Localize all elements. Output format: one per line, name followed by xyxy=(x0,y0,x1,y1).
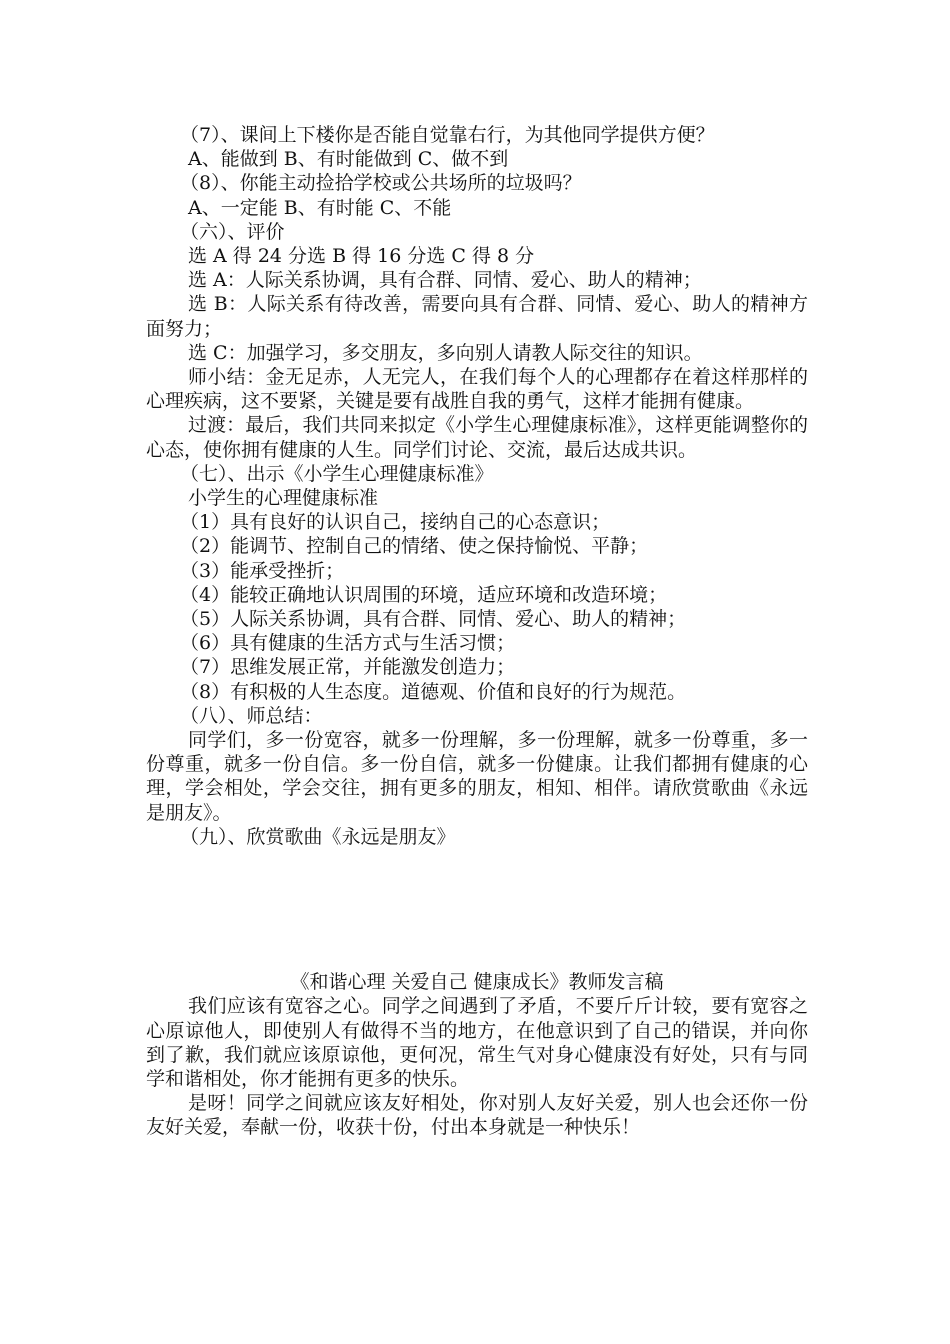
standard-item: （1）具有良好的认识自己，接纳自己的心态意识； xyxy=(180,511,611,534)
speech-paragraph-1: 我们应该有宽容之心。同学之间遇到了矛盾，不要斤斤计较，要有宽容之心原谅他人，即使别人有做得不当的地方，在他意识到了自己的错误，并向你到了歉，我们就应该原谅他，更何况，常生气对身心健康没有好处，只有与同学和谐相处，你才能拥有更多的快乐。 xyxy=(146,995,808,1090)
question-7-options: A、能做到 B、有时能做到 C、做不到 xyxy=(188,148,509,171)
question-7: （7）、课间上下楼你是否能自觉靠右行，为其他同学提供方便？ xyxy=(180,124,715,146)
standards-heading: （七）、出示《小学生心理健康标准》 xyxy=(180,462,494,485)
transition-paragraph: 过渡：最后，我们共同来拟定《小学生心理健康标准》，这样更能调整你的心态，使你拥有健康的人生。同学们讨论、交流，最后达成共识。 xyxy=(146,414,808,461)
standard-item: （2）能调节、控制自己的情绪、使之保持愉悦、平静； xyxy=(180,535,649,558)
question-8-options: A、一定能 B、有时能 C、不能 xyxy=(188,196,452,219)
standard-item: （6）具有健康的生活方式与生活习惯； xyxy=(180,632,516,655)
standard-item: （5）人际关系协调，具有合群、同情、爱心、助人的精神； xyxy=(180,608,687,631)
teacher-summary: 师小结：金无足赤，人无完人，在我们每个人的心理都存在着这样那样的心理疾病，这不要紧，关键是要有战胜自我的勇气，这样才能拥有健康。 xyxy=(146,366,808,413)
speech-title: 《和谐心理 关爱自己 健康成长》教师发言稿 xyxy=(290,971,664,994)
standard-item: （8）有积极的人生态度。道德观、价值和良好的行为规范。 xyxy=(180,680,687,703)
speech-paragraph-2: 是呀！同学之间就应该友好相处，你对别人友好关爱，别人也会还你一份友好关爱，奉献一份，收获十份，付出本身就是一种快乐！ xyxy=(146,1092,808,1139)
document-page xyxy=(146,123,808,1140)
question-8: （8）、你能主动捡拾学校或公共场所的垃圾吗？ xyxy=(180,172,582,195)
standard-item: （3）能承受挫折； xyxy=(180,559,345,582)
result-c: 选 C：加强学习，多交朋友，多向别人请教人际交往的知识。 xyxy=(188,341,703,364)
conclusion-heading: （八）、师总结： xyxy=(180,704,323,727)
result-b: 选 B：人际关系有待改善，需要向具有合群、同情、爱心、助人的精神方面努力； xyxy=(146,293,808,340)
section-spacer xyxy=(146,849,808,970)
standard-item: （4）能较正确地认识周围的环境，适应环境和改造环境； xyxy=(180,583,668,606)
evaluation-heading: （六）、评价 xyxy=(180,220,285,243)
conclusion-paragraph: 同学们，多一份宽容，就多一份理解，多一份理解，就多一份尊重，多一份尊重，就多一份自信。多一份自信，就多一份健康。让我们都拥有健康的心理，学会相处，学会交往，拥有更多的朋友，相知、相伴。请欣赏歌曲《永远是朋友》。 xyxy=(146,729,808,824)
standard-item: （7）思维发展正常，并能激发创造力； xyxy=(180,656,516,679)
standards-title: 小学生的心理健康标准 xyxy=(188,487,379,510)
scoring-rule: 选 A 得 24 分选 B 得 16 分选 C 得 8 分 xyxy=(188,245,535,268)
song-heading: （九）、欣赏歌曲《永远是朋友》 xyxy=(180,825,456,848)
result-a: 选 A：人际关系协调，具有合群、同情、爱心、助人的精神； xyxy=(188,269,702,292)
